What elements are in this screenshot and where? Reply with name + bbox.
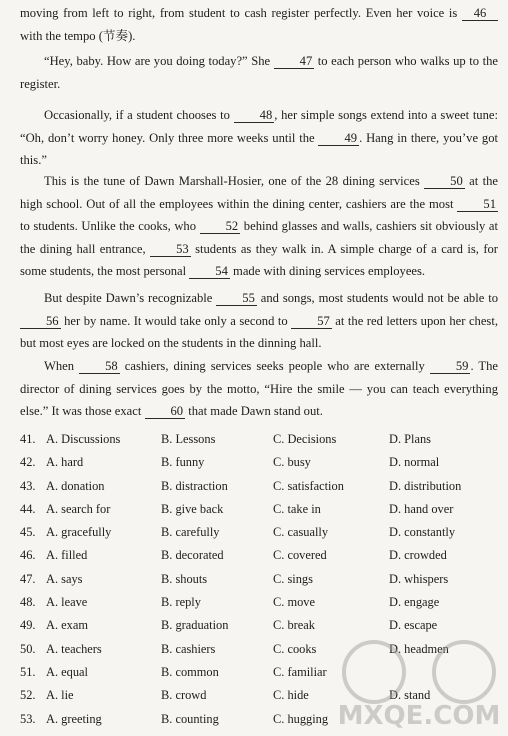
passage-text: . Hang in there, you’ve got this.”: [20, 130, 498, 168]
option-c: C. break: [273, 618, 315, 633]
watermark-text: MXQE.COM: [337, 701, 501, 731]
option-row-49: [20, 614, 506, 637]
blank-59: 59: [430, 360, 471, 374]
passage-text: students as they walk in. A simple charge of a card is, for some students, the most personal: [20, 241, 499, 279]
option-d: D. headmen: [389, 641, 449, 656]
question-number: 47.: [20, 571, 36, 586]
question-number: 41.: [20, 432, 36, 446]
option-b: B. counting: [161, 711, 219, 726]
blank-48: 48: [234, 109, 275, 123]
passage-text: . The director of dining services goes by the motto, “Hire the smile — you can teach everything else.” It was those exact: [20, 359, 498, 419]
option-d: D. hand over: [389, 501, 454, 516]
option-row-53: [20, 708, 506, 731]
passage-paragraph-1: [20, 2, 498, 47]
passage-text: “Hey, baby. How are you doing today?” She: [44, 54, 274, 68]
option-row-45: [20, 521, 506, 544]
option-a: A. search for: [46, 501, 111, 516]
option-d: D. Plans: [389, 432, 431, 446]
option-c: C. Decisions: [273, 432, 337, 446]
question-number: 52.: [20, 688, 36, 703]
option-a: A. teachers: [46, 641, 102, 656]
option-c: C. familiar: [273, 664, 327, 679]
option-a: A. Discussions: [46, 432, 121, 446]
blank-58: 58: [79, 360, 120, 374]
question-number: 49.: [20, 618, 36, 633]
passage-text: But despite Dawn’s recognizable: [44, 291, 217, 305]
option-row-52: [20, 684, 506, 707]
question-number: 42.: [20, 455, 36, 470]
question-number: 50.: [20, 641, 36, 656]
passage-text: When: [44, 359, 80, 373]
option-d: D. stand: [389, 688, 431, 703]
option-a: A. says: [46, 571, 83, 586]
answer-options: [20, 428, 506, 731]
passage-paragraph-4: [20, 170, 498, 283]
option-row-43: [20, 475, 506, 498]
option-c: C. cooks: [273, 641, 317, 656]
question-number: 44.: [20, 501, 36, 516]
option-a: A. donation: [46, 478, 105, 493]
blank-56: 56: [20, 315, 61, 329]
blank-47: 47: [274, 55, 315, 69]
option-c: C. take in: [273, 501, 321, 516]
option-a: A. exam: [46, 618, 88, 633]
blank-52: 52: [200, 220, 241, 234]
option-b: B. decorated: [161, 548, 224, 563]
option-c: C. sings: [273, 571, 313, 586]
option-a: A. filled: [46, 548, 88, 563]
blank-54: 54: [189, 265, 230, 279]
option-row-42: [20, 451, 506, 474]
option-c: C. move: [273, 595, 315, 610]
option-d: D. engage: [389, 595, 440, 610]
passage-paragraph-6: [20, 355, 498, 423]
option-a: A. lie: [46, 688, 74, 703]
option-b: B. distraction: [161, 478, 228, 493]
option-d: D. normal: [389, 455, 440, 470]
option-b: B. cashiers: [161, 641, 216, 656]
option-row-50: [20, 638, 506, 661]
question-number: 43.: [20, 478, 36, 493]
option-c: C. busy: [273, 455, 311, 470]
option-b: B. graduation: [161, 618, 229, 633]
blank-49: 49: [318, 132, 359, 146]
option-a: A. gracefully: [46, 525, 112, 540]
option-row-44: [20, 498, 506, 521]
option-row-46: [20, 544, 506, 567]
passage-paragraph-2: [20, 50, 498, 95]
option-c: C. hide: [273, 688, 309, 703]
passage-text: at the red letters upon her chest, but most eyes are locked on the students in the dinning hall.: [20, 313, 498, 351]
option-b: B. reply: [161, 595, 201, 610]
blank-51: 51: [457, 198, 498, 212]
option-row-48: [20, 591, 506, 614]
option-a: A. hard: [46, 455, 84, 470]
question-number: 45.: [20, 525, 36, 540]
option-b: B. carefully: [161, 525, 220, 540]
passage-text: that made Dawn stand out.: [185, 404, 323, 419]
passage-text: This is the tune of Dawn Marshall-Hosier, one of the 28 dining services: [44, 174, 425, 188]
passage-text: to each person who walks up to the register.: [20, 54, 498, 91]
option-b: B. crowd: [161, 688, 207, 703]
question-number: 51.: [20, 664, 36, 679]
option-a: A. greeting: [46, 711, 102, 726]
option-row-41: [20, 428, 506, 451]
passage-text: behind glasses and walls, cashiers sit obviously at the dining hall entrance,: [20, 219, 498, 256]
passage-paragraph-3: [20, 104, 498, 172]
option-b: B. Lessons: [161, 432, 216, 446]
option-d: D. distribution: [389, 478, 462, 493]
option-d: D. whispers: [389, 571, 449, 586]
option-d: D. constantly: [389, 525, 456, 540]
option-c: C. hugging: [273, 711, 329, 726]
passage-text: her by name. It would take only a second to: [60, 313, 292, 328]
blank-57: 57: [291, 315, 332, 329]
option-c: C. casually: [273, 525, 329, 540]
option-a: A. equal: [46, 664, 88, 679]
blank-60: 60: [145, 405, 186, 419]
option-row-47: [20, 568, 506, 591]
question-number: 46.: [20, 548, 36, 563]
passage-text: Occasionally, if a student chooses to: [44, 108, 234, 122]
passage-text: at the high school. Out of all the employees within the dining center, cashiers are the most: [20, 174, 498, 211]
blank-55: 55: [216, 292, 257, 306]
passage-paragraph-5: [20, 287, 498, 355]
option-b: B. common: [161, 664, 219, 679]
passage-text: to students. Unlike the cooks, who: [20, 219, 200, 234]
option-b: B. give back: [161, 501, 224, 516]
option-a: A. leave: [46, 595, 88, 610]
passage-text: moving from left to right, from student to cash register perfectly. Even her voice is: [20, 6, 462, 20]
option-row-51: [20, 661, 506, 684]
blank-53: 53: [150, 243, 191, 257]
option-d: D. crowded: [389, 548, 447, 563]
blank-46: 46: [462, 7, 498, 21]
question-number: 48.: [20, 595, 36, 610]
passage-text: , her simple songs extend into a sweet tune: “Oh, don’t worry honey. Only three more weeks until the: [20, 108, 498, 145]
blank-50: 50: [424, 175, 465, 189]
passage-text: with the tempo (节奏).: [20, 28, 136, 43]
option-b: B. funny: [161, 455, 205, 470]
passage-text: and songs, most students would not be able to: [256, 291, 499, 305]
passage-text: cashiers, dining services seeks people who are externally: [119, 359, 430, 373]
question-number: 53.: [20, 711, 36, 726]
option-b: B. shouts: [161, 571, 208, 586]
option-d: D. escape: [389, 618, 438, 633]
option-c: C. satisfaction: [273, 478, 344, 493]
passage-text: made with dining services employees.: [229, 264, 426, 279]
option-c: C. covered: [273, 548, 327, 563]
